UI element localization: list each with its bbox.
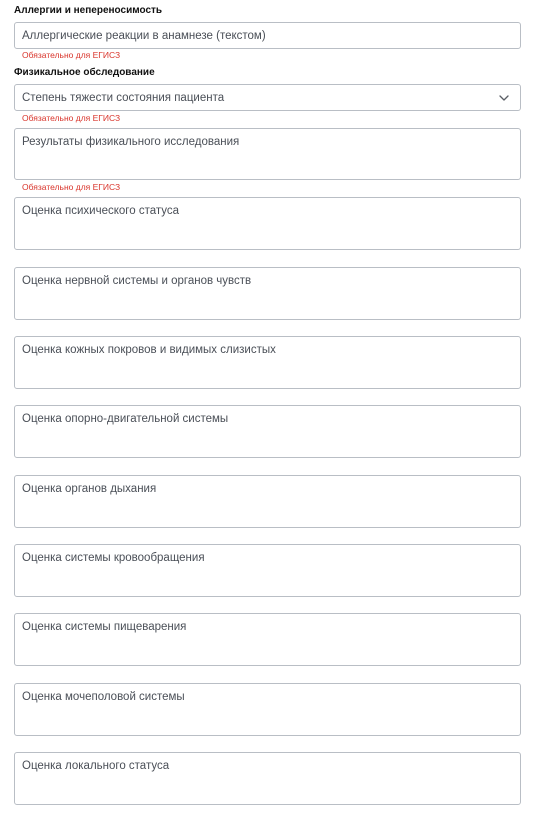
chevron-down-icon <box>498 93 510 103</box>
assessment-digestive-textarea[interactable] <box>14 613 521 666</box>
assessment-placeholder: Оценка системы пищеварения <box>22 621 187 633</box>
physical-exam-results-placeholder: Результаты физикального исследования <box>22 136 240 148</box>
assessment-nervous-system-textarea[interactable] <box>14 267 521 320</box>
severity-select-placeholder: Степень тяжести состояния пациента <box>22 92 225 104</box>
assessment-genitourinary-textarea[interactable] <box>14 683 521 736</box>
assessment-respiratory-textarea[interactable] <box>14 475 521 528</box>
assessment-circulatory-textarea[interactable] <box>14 544 521 597</box>
assessment-musculoskeletal-textarea[interactable] <box>14 405 521 458</box>
physical-exam-results-textarea[interactable] <box>14 128 521 180</box>
severity-select[interactable] <box>14 84 521 111</box>
section-title-allergies: Аллергии и непереносимость <box>14 5 163 16</box>
required-hint-allergic-reactions: Обязательно для ЕГИСЗ <box>22 50 121 60</box>
assessment-placeholder: Оценка нервной системы и органов чувств <box>22 275 252 287</box>
assessment-local-status-textarea[interactable] <box>14 752 521 805</box>
assessment-placeholder: Оценка системы кровообращения <box>22 552 205 564</box>
assessment-placeholder: Оценка опорно-двигательной системы <box>22 413 229 425</box>
assessment-placeholder: Оценка психического статуса <box>22 205 180 217</box>
allergic-reactions-input[interactable] <box>14 22 521 49</box>
required-hint-physical-exam-results: Обязательно для ЕГИСЗ <box>22 182 121 192</box>
assessment-skin-textarea[interactable] <box>14 336 521 389</box>
assessment-placeholder: Оценка кожных покровов и видимых слизистых <box>22 344 276 356</box>
assessment-placeholder: Оценка мочеполовой системы <box>22 691 185 703</box>
allergic-reactions-placeholder: Аллергические реакции в анамнезе (текстом) <box>22 30 266 42</box>
assessment-placeholder: Оценка органов дыхания <box>22 483 157 495</box>
assessment-placeholder: Оценка локального статуса <box>22 760 170 772</box>
assessment-mental-status-textarea[interactable] <box>14 197 521 250</box>
section-title-physical-exam: Физикальное обследование <box>14 67 155 78</box>
required-hint-severity: Обязательно для ЕГИСЗ <box>22 113 121 123</box>
